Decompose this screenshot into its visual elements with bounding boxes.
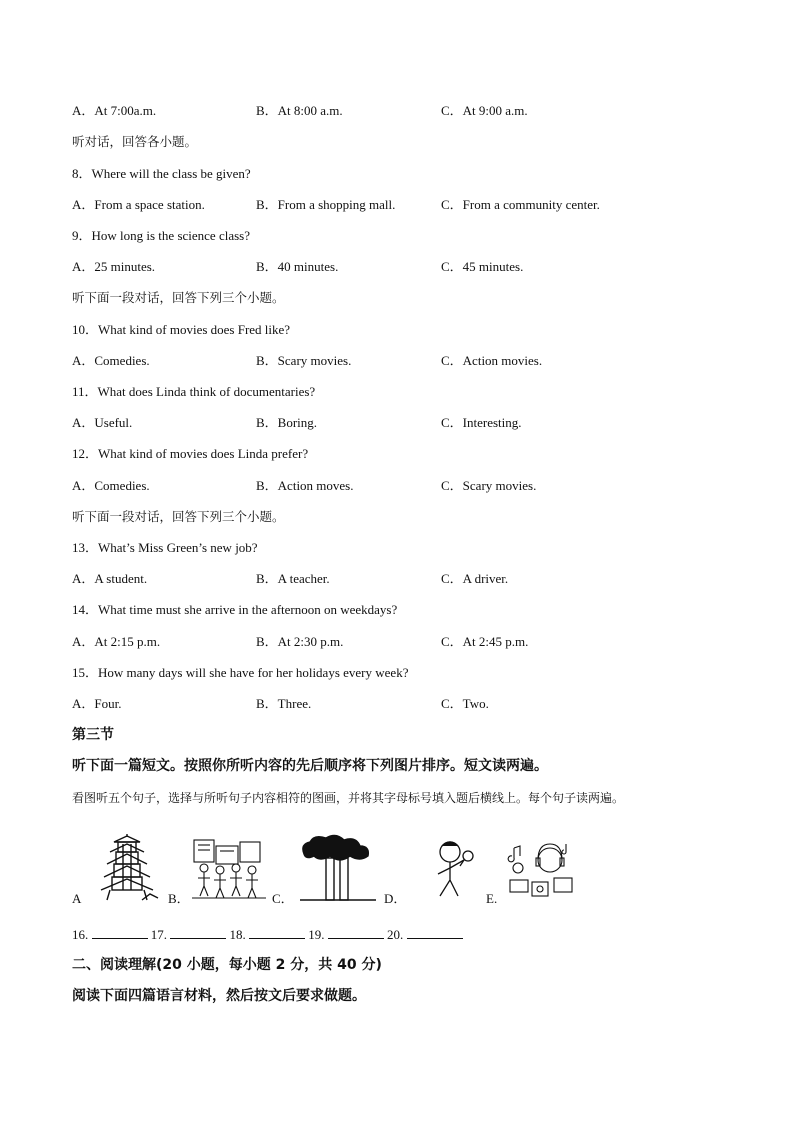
section-3-instruction: 看图听五个句子，选择与所听句子内容相符的图画，并将其字母标号填入题后横线上。每个句子读两遍。: [72, 791, 625, 805]
music-devices-icon: [504, 838, 578, 902]
instruction-three-questions-2: 听下面一段对话，回答下列三个小题。: [72, 509, 285, 524]
factory-smoke-icon: [296, 834, 380, 904]
picture-label-b: B．: [168, 891, 190, 906]
blank-label-19: 19.: [308, 927, 325, 942]
q10-option-a: A．Comedies.: [72, 353, 150, 368]
q8-option-a: A．From a space station.: [72, 197, 205, 212]
q13-option-c: C．A driver.: [441, 571, 509, 586]
boy-singing-icon: [428, 838, 484, 900]
q12-option-c: C．Scary movies.: [441, 478, 537, 493]
q9-option-c: C．45 minutes.: [441, 259, 524, 274]
q7-option-b: B．At 8:00 a.m.: [256, 103, 343, 118]
q10-option-b: B．Scary movies.: [256, 353, 352, 368]
q15-option-c: C．Two.: [441, 696, 489, 711]
q14-option-c: C．At 2:45 p.m.: [441, 634, 529, 649]
blank-label-17: 17.: [150, 927, 167, 942]
question-15: 15．How many days will she have for her holidays every week?: [72, 665, 409, 680]
q13-option-b: B．A teacher.: [256, 571, 330, 586]
answer-blank-19[interactable]: [328, 926, 384, 939]
instruction-listen-dialogue: 听对话，回答各小题。: [72, 134, 198, 149]
q11-option-b: B．Boring.: [256, 415, 318, 430]
q9-option-a: A．25 minutes.: [72, 259, 156, 274]
q12-option-b: B．Action moves.: [256, 478, 354, 493]
q9-option-b: B．40 minutes.: [256, 259, 339, 274]
q15-option-a: A．Four.: [72, 696, 122, 711]
question-11: 11．What does Linda think of documentaries?: [72, 384, 316, 399]
picture-label-d: D．: [384, 891, 407, 906]
picture-label-a: A: [72, 891, 82, 906]
blank-label-20: 20.: [387, 927, 404, 942]
answer-blank-16[interactable]: [92, 926, 148, 939]
part-2-title: 二、阅读理解(20 小题，每小题 2 分，共 40 分): [72, 957, 382, 973]
q13-option-a: A．A student.: [72, 571, 148, 586]
question-12: 12．What kind of movies does Linda prefer?: [72, 446, 309, 461]
question-13: 13．What’s Miss Green’s new job?: [72, 540, 258, 555]
answer-blank-20[interactable]: [407, 926, 463, 939]
section-3-title: 第三节: [72, 727, 114, 743]
q11-option-c: C．Interesting.: [441, 415, 522, 430]
instruction-three-questions: 听下面一段对话，回答下列三个小题。: [72, 290, 285, 305]
picture-label-e: E.: [486, 891, 498, 906]
question-14: 14．What time must she arrive in the afternoon on weekdays?: [72, 602, 398, 617]
picture-label-c: C．: [272, 891, 294, 906]
answer-blank-18[interactable]: [249, 926, 305, 939]
pagoda-icon: [92, 834, 162, 902]
q7-option-c: C．At 9:00 a.m.: [441, 103, 528, 118]
q14-option-b: B．At 2:30 p.m.: [256, 634, 344, 649]
blank-label-18: 18.: [229, 927, 246, 942]
section-3-heading: 听下面一篇短文。按照你所听内容的先后顺序将下列图片排序。短文读两遍。: [72, 758, 548, 774]
q12-option-a: A．Comedies.: [72, 478, 150, 493]
q8-option-b: B．From a shopping mall.: [256, 197, 396, 212]
blank-label-16: 16.: [72, 927, 89, 942]
q11-option-a: A．Useful.: [72, 415, 133, 430]
q7-option-a: A．At 7:00a.m.: [72, 103, 157, 118]
q8-option-c: C．From a community center.: [441, 197, 600, 212]
answer-blanks-row: [72, 926, 463, 943]
question-8: 8．Where will the class be given?: [72, 166, 251, 181]
question-9: 9．How long is the science class?: [72, 228, 250, 243]
part-2-instruction: 阅读下面四篇语言材料，然后按文后要求做题。: [72, 988, 366, 1004]
q10-option-c: C．Action movies.: [441, 353, 543, 368]
q15-option-b: B．Three.: [256, 696, 312, 711]
question-10: 10．What kind of movies does Fred like?: [72, 322, 291, 337]
q14-option-a: A．At 2:15 p.m.: [72, 634, 161, 649]
people-crowd-icon: [190, 836, 268, 900]
answer-blank-17[interactable]: [170, 926, 226, 939]
